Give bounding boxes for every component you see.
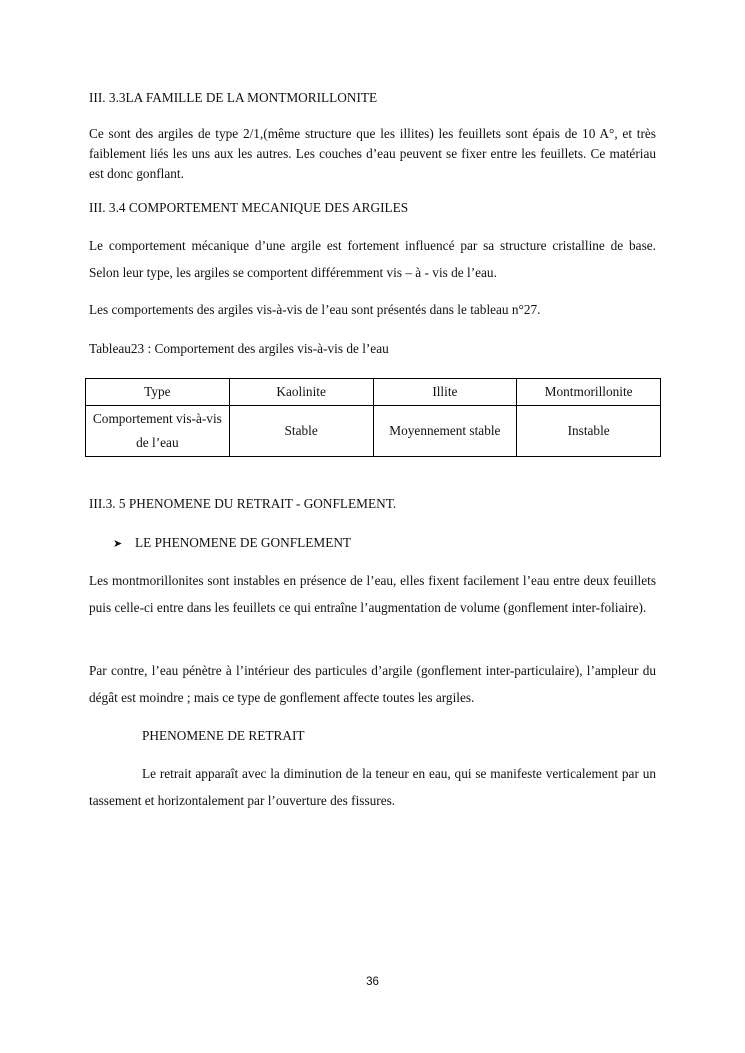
section-heading-3-5: III.3. 5 PHENOMENE DU RETRAIT - GONFLEMENT.: [89, 496, 397, 511]
paragraph-montmorillonite: Ce sont des argiles de type 2/1,(même structure que les illites) les feuillets sont épais de 10 A°, et très faiblement liés les uns aux les autres. Les couches d’eau peuvent se fixer entre les feuillets. Ce matériau est donc gonflant.: [89, 126, 656, 181]
paragraph-gonflement-2: Par contre, l’eau pénètre à l’intérieur des particules d’argile (gonflement inter-particulaire), l’ampleur du dégât est moindre ; mais ce type de gonflement affecte toutes les argiles.: [89, 663, 656, 705]
section-heading-3-3: III. 3.3LA FAMILLE DE LA MONTMORILLONITE: [89, 90, 378, 105]
table-cell: Comportement vis-à-vis de l’eau: [86, 406, 230, 457]
table-cell: Instable: [517, 406, 661, 457]
section-heading-3-4: III. 3.4 COMPORTEMENT MECANIQUE DES ARGILES: [89, 200, 409, 215]
table-header-cell: Type: [86, 379, 230, 406]
table-cell: Moyennement stable: [373, 406, 517, 457]
paragraph-gonflement-1: Les montmorillonites sont instables en présence de l’eau, elles fixent facilement l’eau entre deux feuillets puis celle-ci entre dans les feuillets ce qui entraîne l’augmentation de volume (gonflement inter-foliaire).: [89, 573, 656, 615]
subheading-retrait: PHENOMENE DE RETRAIT: [142, 728, 305, 743]
paragraph-retrait: Le retrait apparaît avec la diminution de la teneur en eau, qui se manifeste verticalement par un tassement et horizontalement par l’ouverture des fissures.: [89, 766, 656, 808]
table-caption: Tableau23 : Comportement des argiles vis-à-vis de l’eau: [89, 341, 389, 356]
table-header-row: [86, 379, 661, 406]
bullet-heading-gonflement: [113, 535, 513, 552]
bullet-heading-label: LE PHENOMENE DE GONFLEMENT: [135, 535, 352, 550]
table-header-cell: Montmorillonite: [517, 379, 661, 406]
table-header-cell: Kaolinite: [229, 379, 373, 406]
paragraph-tableau-reference: Les comportements des argiles vis-à-vis de l’eau sont présentés dans le tableau n°27.: [89, 302, 541, 317]
clay-behaviour-table: [85, 378, 661, 457]
arrowhead-bullet-icon: ➤: [113, 537, 123, 550]
page-number: 36: [366, 976, 379, 988]
table-row: [86, 406, 661, 457]
table-header-cell: Illite: [373, 379, 517, 406]
paragraph-comportement: Le comportement mécanique d’une argile est fortement influencé par sa structure cristalline de base. Selon leur type, les argiles se comportent différemment vis – à - vis de l’eau.: [89, 238, 656, 280]
table-cell: Stable: [229, 406, 373, 457]
